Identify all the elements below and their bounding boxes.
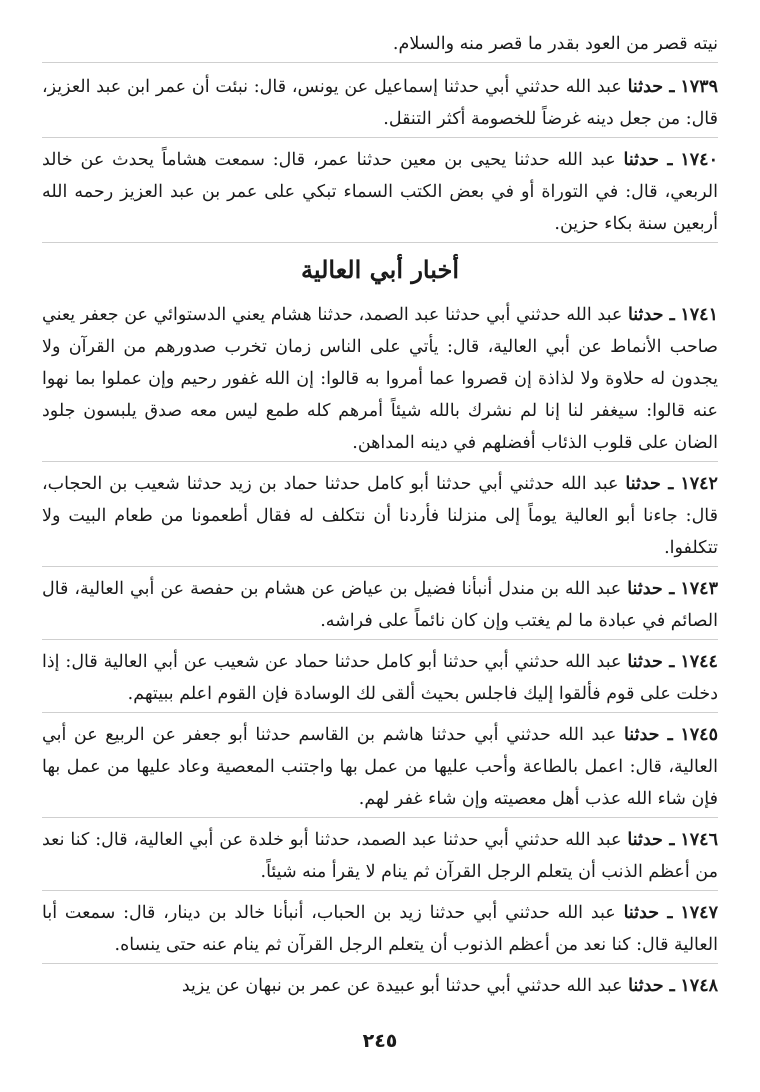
hadith-number: ١٧٣٩ <box>680 77 718 97</box>
hadith-entry <box>42 897 718 964</box>
hadith-text: عبد الله حدثني أبي حدثنا عبد الصمد، حدثنا هشام يعني الدستوائي عن جعفر يعني صاحب الأنماط عن أبي العالية، قال: يأتي على الناس زمان تخرب صدورهم من القرآن ولا يجدون له حلاوة ولا لذاذة إن قصروا عما أمروا به قالوا: إن الله غفور رحيم وإن عملوا بما نهوا عنه قالوا: سيغفر لنا إنا لم نشرك بالله شيئاً أمرهم كله طمع ليس معه صدق يلبسون جلود الضان على قلوب الذئاب أفضلهم في دينه المداهن. <box>42 305 718 453</box>
hadith-number: ١٧٤٦ <box>680 830 718 850</box>
hadith-number: ١٧٤٣ <box>680 579 718 599</box>
hadith-entry <box>42 646 718 713</box>
hadith-entry <box>42 71 718 138</box>
section-heading: أخبار أبي العالية <box>300 255 459 284</box>
hadith-number: ١٧٤٠ <box>680 150 718 170</box>
hadith-keyword: ـ حدثنا <box>623 725 673 745</box>
hadith-keyword: ـ حدثنا <box>627 77 675 97</box>
hadith-text: عبد الله حدثني أبي حدثنا إسماعيل عن يونس، قال: نبئت أن عمر ابن عبد العزيز، قال: من جعل دينه غرضاً للخصومة أكثر التنقل. <box>42 77 718 129</box>
continuation-paragraph <box>42 28 718 63</box>
hadith-keyword: ـ حدثنا <box>623 903 673 923</box>
continuation-text: نيته قصر من العود بقدر ما قصر منه والسلام. <box>392 34 718 54</box>
book-page <box>42 28 718 1062</box>
hadith-text: عبد الله حدثني أبي حدثنا أبو عبيدة عن عمر بن نبهان عن يزيد <box>181 976 623 996</box>
hadith-number: ١٧٤١ <box>680 305 718 325</box>
hadith-text: عبد الله حدثني أبي حدثنا عبد الصمد، حدثنا أبو خلدة عن أبي العالية، قال: كنا نعد من أعظم الذنب أن يتعلم الرجل القرآن ثم ينام لا يقرأ منه شيئاً. <box>42 830 718 882</box>
hadith-number: ١٧٤٥ <box>680 725 718 745</box>
hadith-keyword: ـ حدثنا <box>627 579 675 599</box>
hadith-entry <box>42 299 718 462</box>
hadith-keyword: ـ حدثنا <box>623 150 673 170</box>
hadith-entry <box>42 970 718 1004</box>
hadith-entry <box>42 824 718 891</box>
hadith-keyword: ـ حدثنا <box>627 305 675 325</box>
hadith-entry <box>42 144 718 243</box>
hadith-number: ١٧٤٤ <box>680 652 718 672</box>
hadith-text: عبد الله حدثني أبي حدثنا أبو كامل حدثنا حماد بن زيد حدثنا شعيب بن الحجاب، قال: جاءنا أبو العالية يوماً إلى منزلنا فأردنا أن نتكلف له فقال أطعمونا من طعام البيت ولا تتكلفوا. <box>42 474 718 558</box>
hadith-keyword: ـ حدثنا <box>628 976 675 996</box>
hadith-text: عبد الله حدثني أبي حدثنا زيد بن الحباب، أنبأنا خالد بن دينار، قال: سمعت أبا العالية قال: كنا نعد من أعظم الذنوب أن يتعلم الرجل القرآن ثم ينام عنه حتى ينساه. <box>42 903 718 955</box>
hadith-text: عبد الله حدثني أبي حدثنا أبو كامل حدثنا حماد عن شعيب عن أبي العالية قال: إذا دخلت على قوم فألقوا إليك فاجلس بحيث ألقى لك الوسادة فإن القوم اعلم ببيتهم. <box>42 652 718 704</box>
hadith-entry <box>42 573 718 640</box>
hadith-text: عبد الله حدثنا يحيى بن معين حدثنا عمر، قال: سمعت هشاماً يحدث عن خالد الربعي، قال: في التوراة أو في بعض الكتب السماء تبكي على عمر بن عبد العزيز رحمه الله أربعين سنة بكاء حزين. <box>42 150 718 234</box>
hadith-keyword: ـ حدثنا <box>627 652 675 672</box>
hadith-number: ١٧٤٧ <box>680 903 718 923</box>
page-number: ٢٤٥ <box>362 1030 398 1052</box>
hadith-entry <box>42 468 718 567</box>
hadith-text: عبد الله بن مندل أنبأنا فضيل بن عياض عن هشام بن حفصة عن أبي العالية، قال الصائم في عبادة ما لم يغتب وإن كان نائماً على فراشه. <box>42 579 718 631</box>
hadith-number: ١٧٤٢ <box>680 474 718 494</box>
hadith-text: عبد الله حدثني أبي حدثنا هاشم بن القاسم حدثنا أبو جعفر عن الربيع عن أبي العالية، قال: اعمل بالطاعة وأحب عليها من عمل بها واجتنب المعصية وعاد عليها من عمل بها فإن شاء الله عذب أهل معصيته وإن شاء غفر لهم. <box>42 725 719 809</box>
hadith-keyword: ـ حدثنا <box>625 474 674 494</box>
hadith-keyword: ـ حدثنا <box>627 830 675 850</box>
hadith-number: ١٧٤٨ <box>680 976 718 996</box>
hadith-entry <box>42 719 718 818</box>
